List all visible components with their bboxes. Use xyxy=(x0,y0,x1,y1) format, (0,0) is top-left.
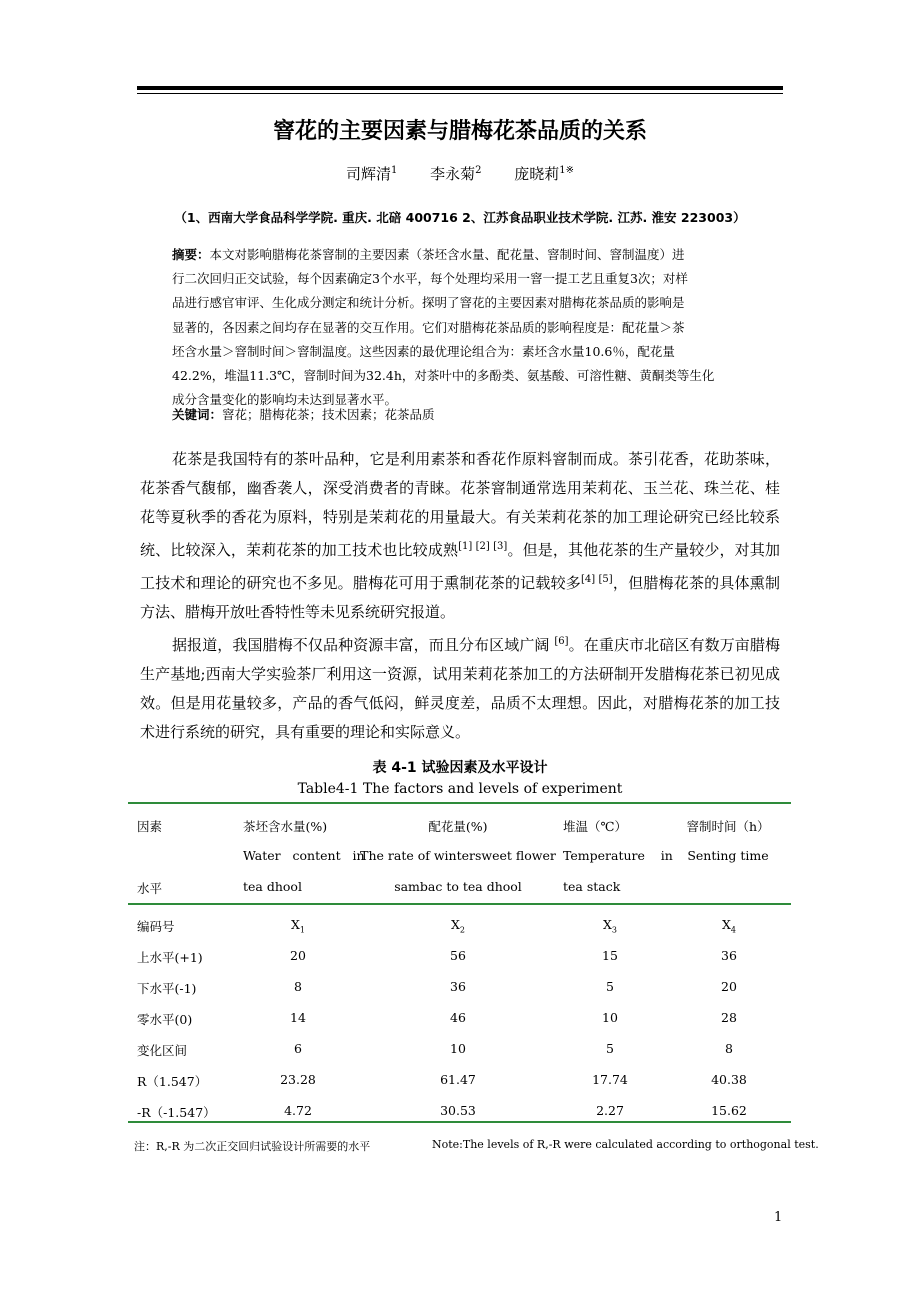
header-scenting-time-cn: 窨制时间（h） xyxy=(686,819,770,834)
abstract-line: 42.2%，堆温11.3℃，窨制时间为32.4h，对茶叶中的多酚类、氨基酸、可溶性糖、黄酮类等生化 xyxy=(172,368,715,384)
abstract-line: 行二次回归正交试验，每个因素确定3个水平，每个处理均采用一窨一提工艺且重复3次；对样 xyxy=(172,271,688,287)
citation[interactable]: [4] [5] xyxy=(580,574,613,585)
header-flower-rate-cn: 配花量(%) xyxy=(428,819,488,834)
paragraph-2: 据报道，我国腊梅不仅品种资源丰富，而且分布区域广阔 [6]。在重庆市北碚区有数万亩腊梅生产基地;西南大学实验茶厂利用这一资源，试用茉莉花茶加工的方法研制开发腊梅花茶已初见成效。但是用花量较多，产品的香气低闷，鲜灵度差，品质不太理想。因此，对腊梅花茶的加工技术进行系统的研究，具有重要的理论和实际意义。 xyxy=(140,636,780,741)
keywords-text: 窨花；腊梅花茶；技术因素；花茶品质 xyxy=(222,407,435,422)
header-flower-rate-en: sambac to tea dhool xyxy=(394,879,522,894)
table-cell: $X_3$ xyxy=(603,917,617,935)
table-cell: 2.27 xyxy=(596,1103,624,1118)
table-cell: 4.72 xyxy=(284,1103,312,1118)
table-cell: 40.38 xyxy=(711,1072,747,1087)
table-cell: 5 xyxy=(606,979,614,994)
header-water-content-cn: 茶坯含水量(%) xyxy=(243,819,328,834)
table-caption-en: Table4-1 The factors and levels of experiment xyxy=(297,781,623,797)
header-water-content-en: tea dhool xyxy=(243,879,302,894)
paragraph-1: 花茶是我国特有的茶叶品种，它是利用素茶和香花作原料窨制而成。茶引花香，花助茶味，花茶香气馥郁，幽香袭人，深受消费者的青睐。花茶窨制通常选用茉莉花、玉兰花、珠兰花、桂花等夏秋季的香花为原料，特别是茉莉花的用量最大。有关茉莉花茶的加工理论研究已经比较系统、比较深入，茉莉花茶的加工技术也比较成熟[1] [2] [3]。但是，其他花茶的生产量较少，对其加工技术和理论的研究也不多见。腊梅花可用于熏制花茶的记载较多[4] [5]，但腊梅花茶的具体熏制方法、腊梅开放吐香特性等未见系统研究报道。 xyxy=(140,450,780,621)
keywords-label: 关键词： xyxy=(172,407,223,422)
table-cell: 8 xyxy=(294,979,302,994)
table-bottom-rule xyxy=(128,1121,791,1123)
affiliation: （1、西南大学食品科学学院. 重庆. 北碚 400716 2、江苏食品职业技术学院. 江苏. 淮安 223003） xyxy=(174,210,746,225)
table-header-rule xyxy=(128,903,791,905)
abstract-line: 本文对影响腊梅花茶窨制的主要因素（茶坯含水量、配花量、窨制时间、窨制温度）进 xyxy=(209,247,685,262)
header-temperature-en: Temperature in xyxy=(563,848,673,863)
abstract-line: 坯含水量＞窨制时间＞窨制温度。这些因素的最优理论组合为：素坯含水量10.6％，配花量 xyxy=(172,343,675,359)
table-cell: 30.53 xyxy=(440,1103,476,1118)
table-top-rule xyxy=(128,802,791,804)
row-label: 编码号 xyxy=(137,919,175,934)
table-cell: 15.62 xyxy=(711,1103,747,1118)
table-cell: 15 xyxy=(602,948,618,963)
header-rule-thick xyxy=(137,86,783,90)
table-caption-cn: 表 4-1 试验因素及水平设计 xyxy=(372,760,548,776)
header-level: 水平 xyxy=(137,881,163,896)
abstract-line: 成分含量变化的影响均未达到显著水平。 xyxy=(172,392,398,408)
citation[interactable]: [1] [2] [3] xyxy=(458,541,508,552)
keywords xyxy=(172,405,752,423)
author-1: 司辉清$^1$ xyxy=(345,165,398,183)
row-label: 变化区间 xyxy=(137,1043,188,1058)
body-text xyxy=(140,445,780,747)
paper-title: 窨花的主要因素与腊梅花茶品质的关系 xyxy=(272,119,647,144)
page-number: 1 xyxy=(774,1210,783,1225)
citation[interactable]: [6] xyxy=(554,636,569,647)
row-label: R（1.547） xyxy=(137,1074,208,1089)
author-2: 李永菊$^2$ xyxy=(430,165,482,183)
row-label: 上水平(+1) xyxy=(137,950,203,965)
table-cell: 61.47 xyxy=(440,1072,476,1087)
table-cell: 20 xyxy=(290,948,306,963)
table-cell: 56 xyxy=(450,948,466,963)
header-temperature-en: tea stack xyxy=(563,879,621,894)
table-cell: 20 xyxy=(721,979,737,994)
table-note-en: Note:The levels of R,-R were calculated according to orthogonal test. xyxy=(432,1138,819,1151)
table-cell: $X_1$ xyxy=(291,917,305,935)
abstract-line: 品进行感官审评、生化成分测定和统计分析。探明了窨花的主要因素对腊梅花茶品质的影响是 xyxy=(172,295,685,311)
header-rule-thin xyxy=(137,93,783,94)
row-label: 零水平(0) xyxy=(137,1012,193,1027)
table-cell: 8 xyxy=(725,1041,733,1056)
table-cell: 23.28 xyxy=(280,1072,316,1087)
header-water-content-en: Water content in xyxy=(243,848,365,863)
author-3: 庞晓莉$^{1※}$ xyxy=(514,165,575,183)
header-factor: 因素 xyxy=(137,819,163,834)
table-cell: 14 xyxy=(290,1010,306,1025)
abstract xyxy=(172,243,752,412)
table-cell: 36 xyxy=(721,948,737,963)
header-temperature-cn: 堆温（℃） xyxy=(563,819,627,834)
table-cell: 10 xyxy=(602,1010,618,1025)
abstract-line: 显著的，各因素之间均存在显著的交互作用。它们对腊梅花茶品质的影响程度是：配花量＞茶 xyxy=(172,319,685,335)
table-cell: 6 xyxy=(294,1041,302,1056)
table-cell: 46 xyxy=(450,1010,466,1025)
abstract-label: 摘要： xyxy=(172,247,210,262)
row-label: -R（-1.547） xyxy=(137,1105,216,1120)
table-note-cn: 注：R,-R 为二次正交回归试验设计所需要的水平 xyxy=(134,1140,371,1153)
header-scenting-time-en: Senting time xyxy=(687,848,769,863)
table-cell: 17.74 xyxy=(592,1072,628,1087)
row-label: 下水平(-1) xyxy=(137,981,197,996)
table-cell: 36 xyxy=(450,979,466,994)
table-cell: 10 xyxy=(450,1041,466,1056)
table-cell: 28 xyxy=(721,1010,737,1025)
table-cell: $X_4$ xyxy=(722,917,736,935)
table-cell: $X_2$ xyxy=(451,917,465,935)
author-list xyxy=(0,163,920,184)
table-cell: 5 xyxy=(606,1041,614,1056)
header-flower-rate-en: The rate of wintersweet flower xyxy=(360,848,556,863)
